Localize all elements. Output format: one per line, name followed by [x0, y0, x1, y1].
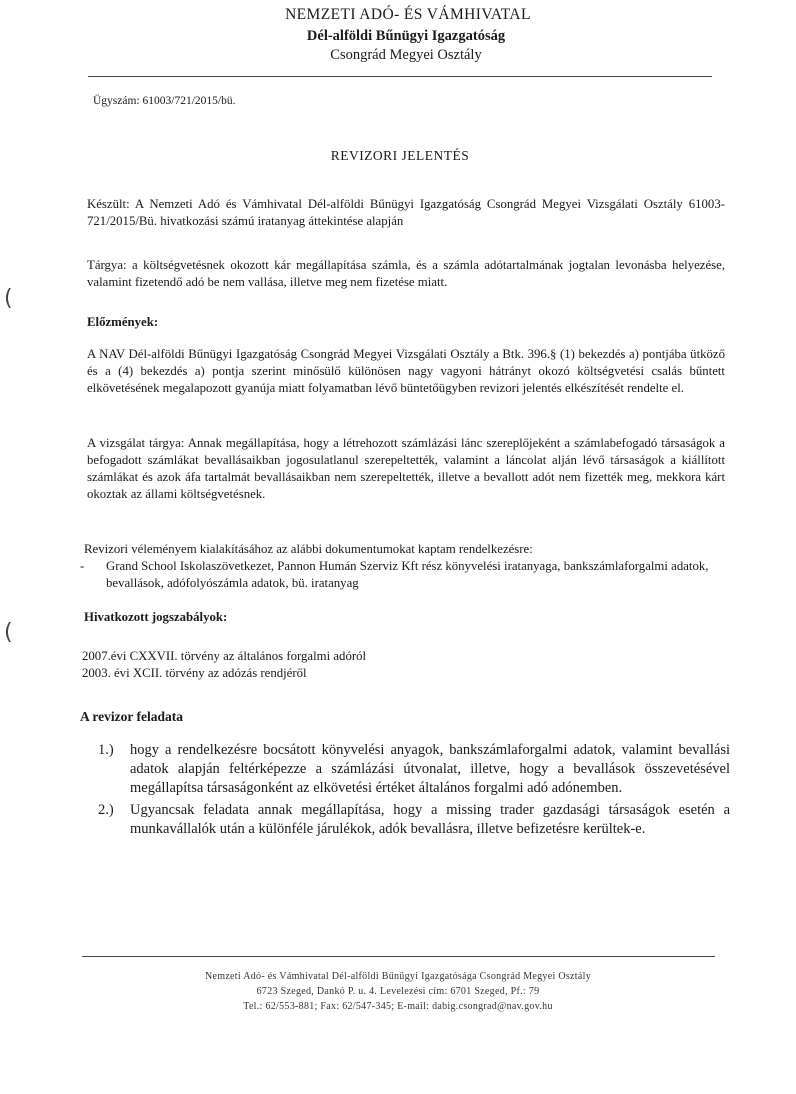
documents-list — [80, 558, 720, 592]
task-heading: A revizor feladata — [80, 709, 183, 724]
list-item — [80, 558, 720, 592]
task-number: 2.) — [98, 802, 114, 818]
subject-paragraph: Tárgya: a költségvetésnek okozott kár megállapítása számla, és a számla adótartalmának jogtalan levonásba helyezése, valamint fizetendő adó be nem vallása, illetve meg nem fizetése miatt. — [87, 258, 725, 289]
header-divider — [88, 76, 712, 77]
punch-hole-mark: ( — [4, 620, 13, 645]
case-number: Ügyszám: 61003/721/2015/bü. — [93, 95, 236, 107]
footer-line-2: 6723 Szeged, Dankó P. u. 4. Levelezési cím: 6701 Szeged, Pf.: 79 — [256, 986, 540, 997]
prepared-paragraph: Készült: A Nemzeti Adó és Vámhivatal Dél-alföldi Bűnügyi Igazgatóság Csongrád Megyei Vizsgálati Osztály 61003-721/2015/Bü. hivatkozási számú iratanyag áttekintése alapján — [87, 197, 725, 228]
documents-item: Grand School Iskolaszövetkezet, Pannon Humán Szerviz Kft rész könyvelési iratanyaga, bankszámlaforgalmi adatok, bevallások, adófolyószámla adatok, bü. iratanyag — [106, 559, 709, 590]
task-item — [98, 801, 730, 839]
header-division: Dél-alföldi Bűnügyi Igazgatóság — [306, 28, 506, 44]
list-dash: - — [80, 559, 85, 573]
antecedents-paragraph: A NAV Dél-alföldi Bűnügyi Igazgatóság Csongrád Megyei Vizsgálati Osztály a Btk. 396.§ (1) bekezdés a) pontjába ütköző és a (4) bekezdés a) pontja szerint minősülő különösen nagy vagyoni hátrányt okozó költségvetési csalás bűntett elkövetésének megalapozott gyanúja miatt folyamatban lévő büntetőügyben revizori jelentés elkészítését rendelte el. — [87, 347, 725, 395]
header-department: Csongrád Megyei Osztály — [330, 47, 482, 63]
header-org: NEMZETI ADÓ- ÉS VÁMHIVATAL — [285, 6, 531, 23]
antecedents-heading: Előzmények: — [87, 315, 159, 329]
law-item-vat: 2007.évi CXXVII. törvény az általános forgalmi adóról — [82, 649, 367, 663]
documents-intro: Revizori véleményem kialakításához az alábbi dokumentumokat kaptam rendelkezésre: — [84, 542, 533, 556]
law-item-tax-procedure: 2003. évi XCII. törvény az adózás rendjéről — [82, 666, 307, 680]
task-text: hogy a rendelkezésre bocsátott könyvelési anyagok, bankszámlaforgalmi adatok, valamint bevallási adatok alapján feltérképezze a számlázási útvonalat, illetve, hogy a bevallások összevetésével megállapítsa társaságonként az elkövetési értéket általános forgalmi adó adónemben. — [130, 742, 730, 796]
examination-paragraph: A vizsgálat tárgya: Annak megállapítása, hogy a létrehozott számlázási lánc szereplőjeként a számlabefogadó társaságok a befogadott számlákat bevallásaikban jogosulatlanul szerepeltették, valamint a láncolat alján lévő társaságok a kiállított számlákat és azok áfa tartalmát bevallásaikban nem szerepeltették, illetve a bevallott adót nem fizették meg, mekkora kárt okoztak az állami költségvetésnek. — [87, 436, 725, 501]
footer-line-1: Nemzeti Adó- és Vámhivatal Dél-alföldi Bűnügyi Igazgatósága Csongrád Megyei Osztály — [204, 971, 591, 982]
document-title: REVIZORI JELENTÉS — [330, 148, 470, 163]
task-text: Ugyancsak feladata annak megállapítása, hogy a missing trader gazdasági társaságok esetén a munkavállalók után a különféle járulékok, adók bevallásra, illetve befizetésre kerültek-e. — [130, 802, 730, 837]
task-item — [98, 741, 730, 798]
laws-heading: Hivatkozott jogszabályok: — [84, 610, 228, 624]
punch-hole-mark: ( — [4, 286, 13, 311]
task-list — [98, 741, 730, 842]
footer-divider — [82, 956, 715, 957]
footer-line-3: Tel.: 62/553-881; Fax: 62/547-345; E-mail: dabig.csongrad@nav.gov.hu — [243, 1001, 553, 1012]
task-number: 1.) — [98, 742, 114, 758]
